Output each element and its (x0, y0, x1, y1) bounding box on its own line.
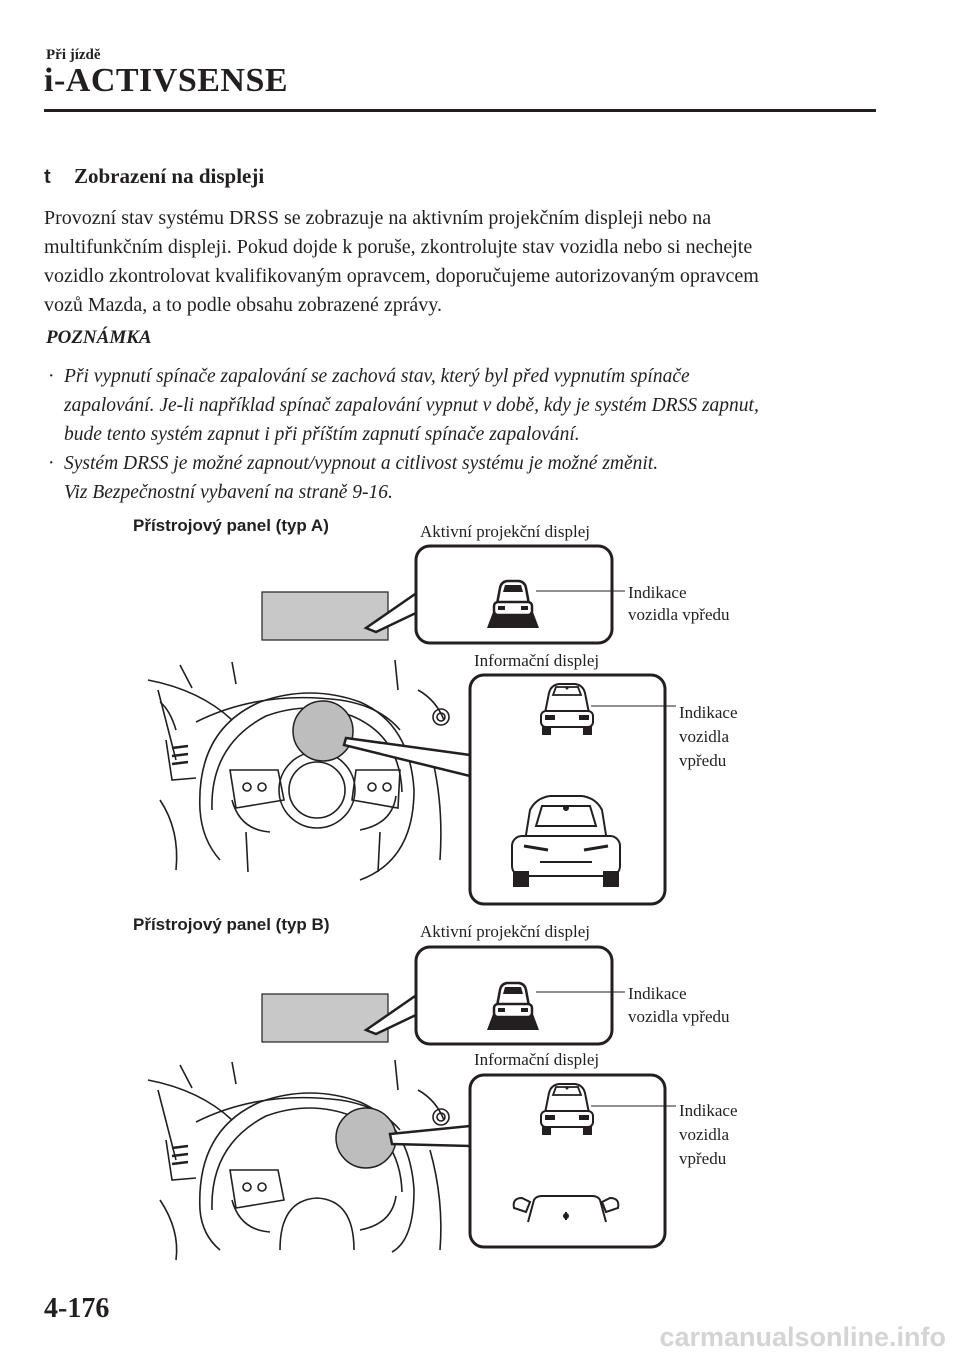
figure-b-info-label: Informační displej (474, 1050, 600, 1069)
info-display-marker (336, 1108, 396, 1168)
figure-a-hud-indicator-line: Indikace (628, 583, 687, 602)
heading-bullet-icon: t (44, 166, 51, 188)
note-line: Viz Bezpečnostní vybavení na straně 9-16. (64, 482, 393, 503)
figure-b-info-indicator-line: vozidla (679, 1125, 730, 1144)
figure-b-info-indicator-line: Indikace (679, 1101, 738, 1120)
figure-b-hud-label: Aktivní projekční displej (420, 922, 590, 941)
note-bullet-icon: · (48, 366, 55, 387)
dashboard-illustration (148, 660, 449, 880)
figure-a-info-indicator-line: vpředu (679, 751, 727, 770)
figure-a-hud-label: Aktivní projekční displej (420, 522, 590, 541)
note-line: zapalování. Je-li například spínač zapalování vypnut v době, kdy je systém DRSS zapnut, (64, 395, 759, 416)
figure-b-info-indicator-line: vpředu (679, 1149, 727, 1168)
note-line: bude tento systém zapnut i při příštím zapnutí spínače zapalování. (64, 424, 580, 445)
page-number: 4-176 (44, 1293, 110, 1324)
section-name: Při jízdě (46, 47, 101, 63)
watermark: carmanualsonline.info (659, 1322, 946, 1352)
figure-a-title: Přístrojový panel (typ A) (133, 516, 329, 535)
body-line: multifunkčním displeji. Pokud dojde k poruše, zkontrolujte stav vozidla nebo si nechejte (44, 236, 753, 258)
vehicle-ahead-icon (541, 1084, 593, 1135)
note-line: Při vypnutí spínače zapalování se zachová stav, který byl před vypnutím spínače (64, 366, 690, 387)
info-display-marker (293, 701, 353, 761)
body-line: vozidlo zkontrolovat kvalifikovaným opravcem, doporučujeme autorizovaným opravcem (44, 265, 759, 287)
vehicle-ahead-icon (541, 684, 593, 735)
body-line: vozů Mazda, a to podle obsahu zobrazené zprávy. (44, 294, 442, 316)
windshield-hud-area (262, 592, 388, 640)
figure-a-info-indicator-line: vozidla (679, 727, 730, 746)
windshield-hud-area (262, 994, 388, 1042)
dashboard-illustration (148, 1060, 449, 1260)
figure-b-hud-indicator-line: Indikace (628, 984, 687, 1003)
figure-b-title: Přístrojový panel (typ B) (133, 915, 330, 934)
note-line: Systém DRSS je možné zapnout/vypnout a citlivost systému je možné změnit. (64, 453, 659, 474)
heading-text: Zobrazení na displeji (74, 164, 265, 188)
figure-a-hud-indicator-line: vozidla vpředu (628, 605, 730, 624)
chapter-title: i-ACTIVSENSE (44, 62, 289, 99)
figure-a-info-indicator-line: Indikace (679, 703, 738, 722)
figure-b-hud-indicator-line: vozidla vpředu (628, 1007, 730, 1026)
figure-a-info-label: Informační displej (474, 651, 600, 670)
note-label: POZNÁMKA (46, 327, 152, 348)
info-callout-connector (390, 1126, 470, 1146)
body-line: Provozní stav systému DRSS se zobrazuje na aktivním projekčním displeji nebo na (44, 207, 712, 229)
note-bullet-icon: · (48, 453, 55, 474)
